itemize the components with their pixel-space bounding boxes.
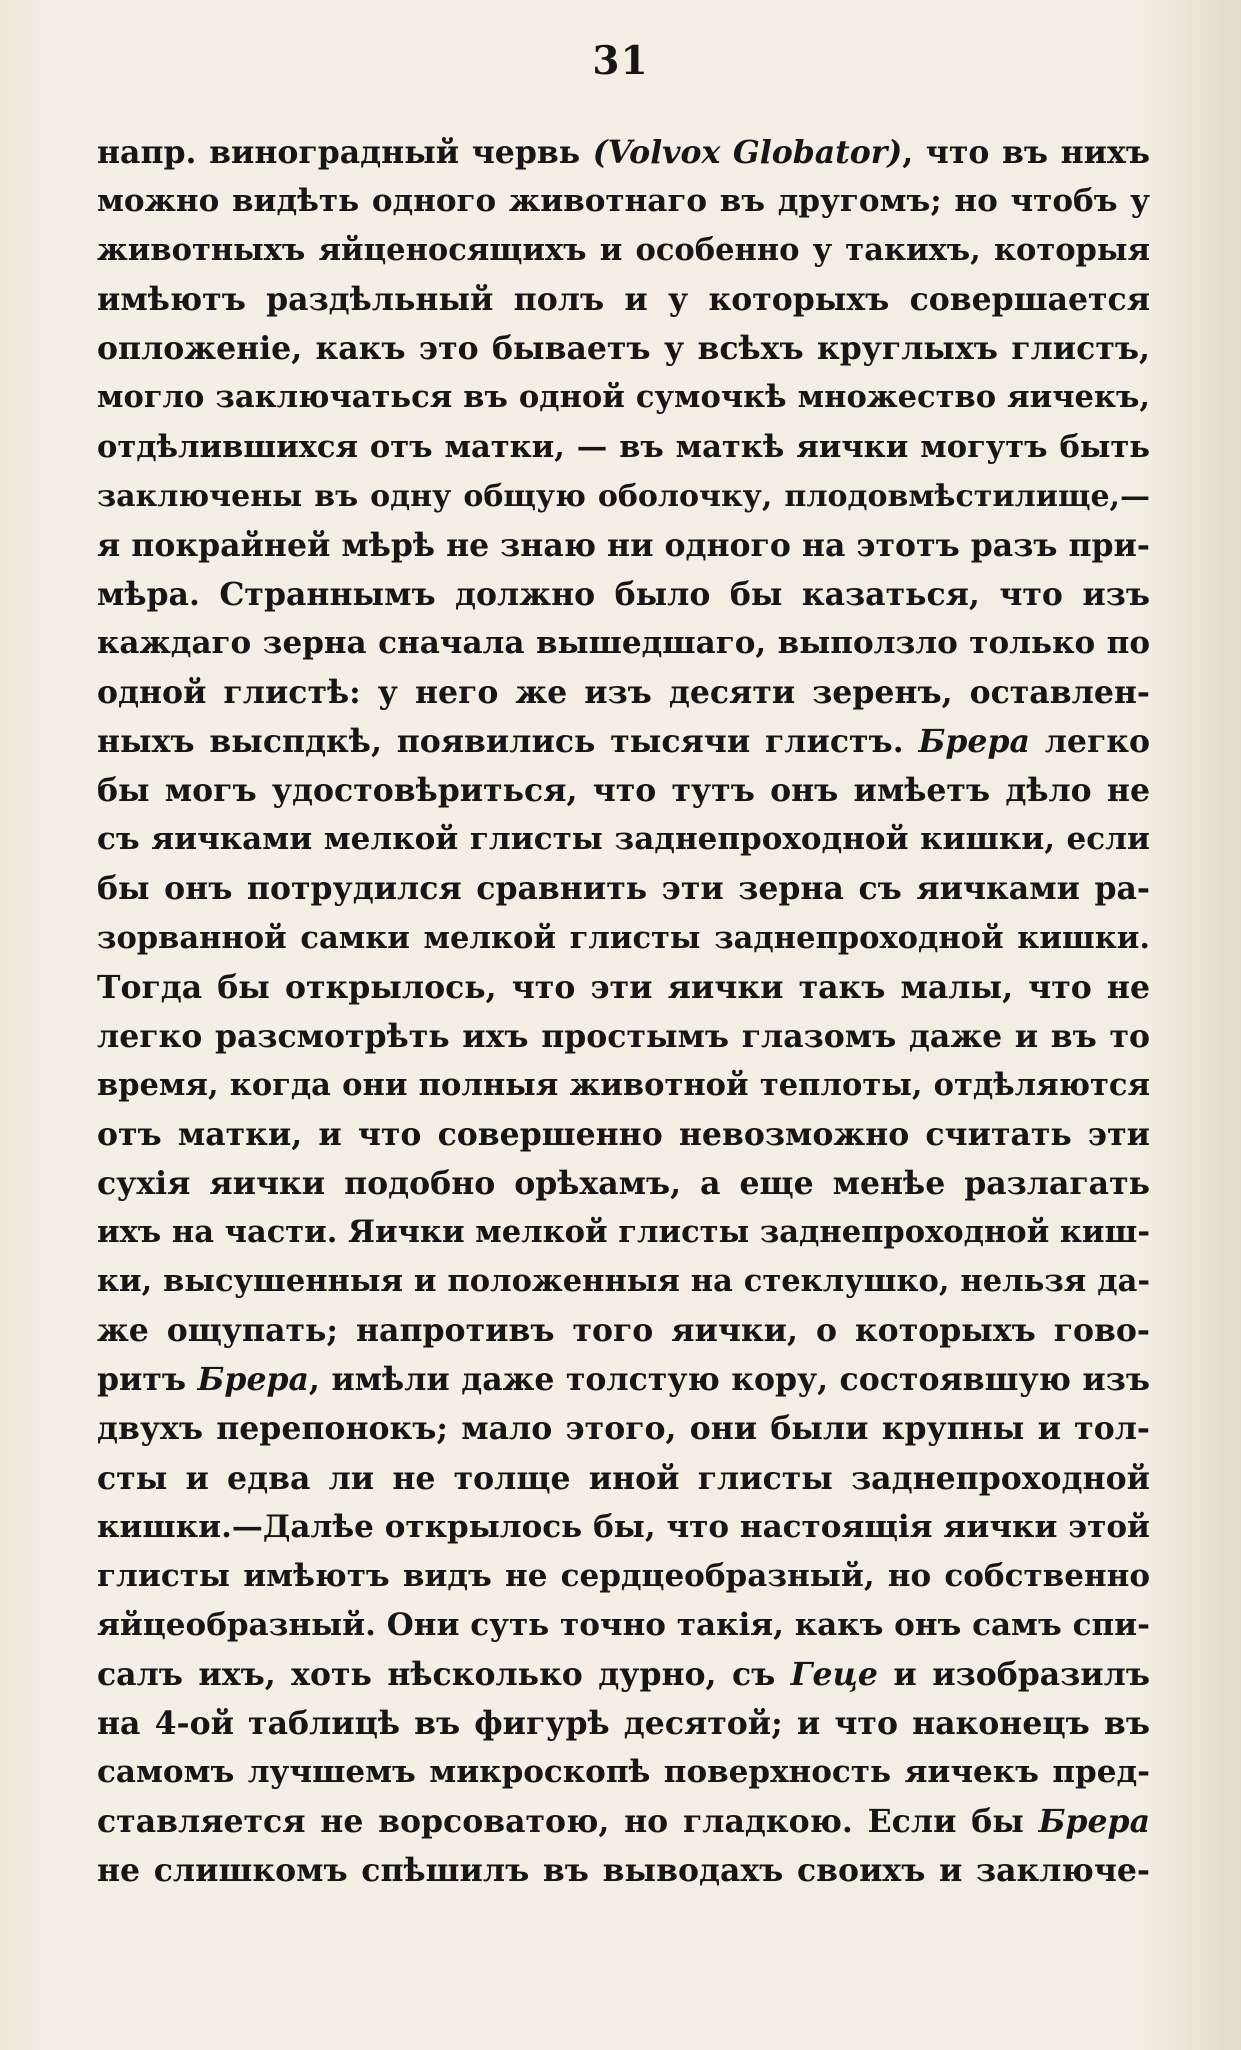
text-line: [97, 373, 1150, 422]
text-line: [97, 1503, 1150, 1552]
text-line: [97, 1257, 1150, 1306]
text-segment: каждаго зерна сначала вышедшаго, выползло только по: [97, 624, 1150, 661]
text-line: [97, 619, 1150, 668]
page-number: 31: [592, 38, 649, 84]
text-line: [97, 1061, 1150, 1110]
text-line: [97, 914, 1150, 963]
text-segment: Тогда бы открылось, что эти яички такъ малы, что не: [97, 968, 1150, 1006]
text-segment: сухія яички подобно орѣхамъ, а еще менѣе разлагать: [97, 1164, 1150, 1202]
text-line: [97, 1306, 1150, 1355]
italic-text: Брера: [918, 723, 1030, 761]
text-line: [97, 766, 1150, 815]
text-segment: и изобразилъ: [877, 1655, 1151, 1693]
text-segment: отъ матки, и что совершенно невозможно считать эти: [97, 1115, 1150, 1153]
text-line: [97, 1699, 1150, 1748]
text-segment: могло заключаться въ одной сумочкѣ множество яичекъ,: [97, 379, 1150, 416]
text-segment: же ощупать; напротивъ того яички, о которыхъ гово-: [97, 1312, 1150, 1350]
text-line: [97, 1552, 1150, 1601]
text-segment: , имѣли даже толстую кору, состоявшую изъ: [308, 1361, 1150, 1399]
text-line: [97, 1454, 1150, 1503]
text-line: [97, 1355, 1150, 1404]
text-segment: легко: [1029, 723, 1151, 761]
text-segment: на 4-ой таблицѣ въ фигурѣ десятой; и что наконецъ въ: [97, 1705, 1150, 1742]
italic-text: Брера: [1038, 1803, 1150, 1841]
text-line: [97, 423, 1150, 472]
text-line: [97, 1159, 1150, 1208]
text-line: [97, 521, 1150, 570]
text-segment: легко разсмотрѣть ихъ простымъ глазомъ даже и въ то: [97, 1017, 1150, 1055]
text-segment: яйцеобразный. Они суть точно такія, какъ онъ самъ спи-: [97, 1606, 1150, 1643]
text-segment: можно видѣть одного животнаго въ другомъ; но чтобъ у: [97, 183, 1150, 220]
italic-text: (Volvox Globator): [592, 134, 903, 171]
text-segment: ихъ на части. Яички мелкой глисты заднепроходной киш-: [97, 1214, 1150, 1251]
text-segment: зорванной самки мелкой глисты заднепроходной кишки.: [97, 919, 1150, 956]
text-line: [97, 963, 1150, 1012]
text-segment: заключены въ одну общую оболочку, плодовмѣстилище,—: [97, 478, 1150, 514]
text-line: [97, 324, 1150, 373]
text-line: [97, 668, 1150, 717]
text-line: [97, 1748, 1150, 1797]
text-segment: самомъ лучшемъ микроскопѣ поверхность яичекъ пред-: [97, 1754, 1150, 1791]
text-line: [97, 177, 1150, 226]
text-segment: опложеніе, какъ это бываетъ у всѣхъ круглыхъ глистъ,: [97, 330, 1150, 368]
text-line: [97, 226, 1150, 275]
text-segment: напр. виноградный червь: [97, 134, 593, 171]
text-line: [97, 1846, 1150, 1895]
text-line: [97, 275, 1150, 324]
text-line: [97, 1601, 1150, 1650]
text-segment: ритъ: [97, 1361, 198, 1399]
text-line: [97, 815, 1150, 864]
text-segment: двухъ перепонокъ; мало этого, они были крупны и тол-: [97, 1410, 1150, 1448]
page-text: [97, 128, 1150, 1895]
text-segment: , что въ нихъ: [902, 134, 1150, 171]
text-line: [97, 472, 1150, 521]
text-segment: имѣютъ раздѣльный полъ и у которыхъ совершается: [97, 281, 1150, 319]
text-segment: ки, высушенныя и положенныя на стеклушко, нельзя да-: [97, 1263, 1150, 1300]
text-line: [97, 570, 1150, 619]
text-line: [97, 1110, 1150, 1159]
text-segment: животныхъ яйценосящихъ и особенно у такихъ, которыя: [97, 232, 1150, 269]
text-segment: сты и едва ли не толще иной глисты заднепроходной: [97, 1459, 1150, 1497]
text-segment: глисты имѣютъ видъ не сердцеобразный, но собственно: [97, 1557, 1150, 1594]
text-line: [97, 1797, 1150, 1846]
text-segment: я покрайней мѣрѣ не знаю ни одного на этотъ разъ при-: [97, 526, 1150, 564]
italic-text: Брера: [197, 1361, 309, 1399]
text-segment: бы онъ потрудился сравнить эти зерна съ яичками ра-: [97, 870, 1150, 908]
text-line: [97, 864, 1150, 913]
text-line: [97, 1650, 1150, 1699]
text-line: [97, 717, 1150, 766]
text-segment: отдѣлившихся отъ матки, — въ маткѣ яички могутъ быть: [97, 428, 1150, 465]
text-line: [97, 128, 1150, 177]
italic-text: Геце: [790, 1655, 878, 1693]
text-segment: одной глистѣ: у него же изъ десяти зеренъ, оставлен-: [97, 674, 1150, 712]
text-line: [97, 1404, 1150, 1453]
text-line: [97, 1012, 1150, 1061]
text-segment: мѣра. Страннымъ должно было бы казаться, что изъ: [97, 575, 1150, 613]
text-segment: ныхъ выспдкѣ, появились тысячи глистъ.: [97, 723, 919, 761]
text-segment: бы могъ удостовѣриться, что тутъ онъ имѣетъ дѣло не: [97, 772, 1150, 810]
text-line: [97, 1208, 1150, 1257]
text-segment: съ яичками мелкой глисты заднепроходной кишки, если: [97, 821, 1150, 858]
text-segment: ставляется не ворсоватою, но гладкою. Если бы: [97, 1803, 1039, 1841]
text-segment: время, когда они полныя животной теплоты, отдѣляются: [97, 1066, 1150, 1103]
text-segment: не слишкомъ спѣшилъ въ выводахъ своихъ и заключе-: [97, 1852, 1150, 1890]
text-segment: кишки.—Далѣе открылось бы, что настоящія яички этой: [97, 1508, 1150, 1545]
text-segment: салъ ихъ, хоть нѣсколько дурно, съ: [97, 1655, 791, 1693]
